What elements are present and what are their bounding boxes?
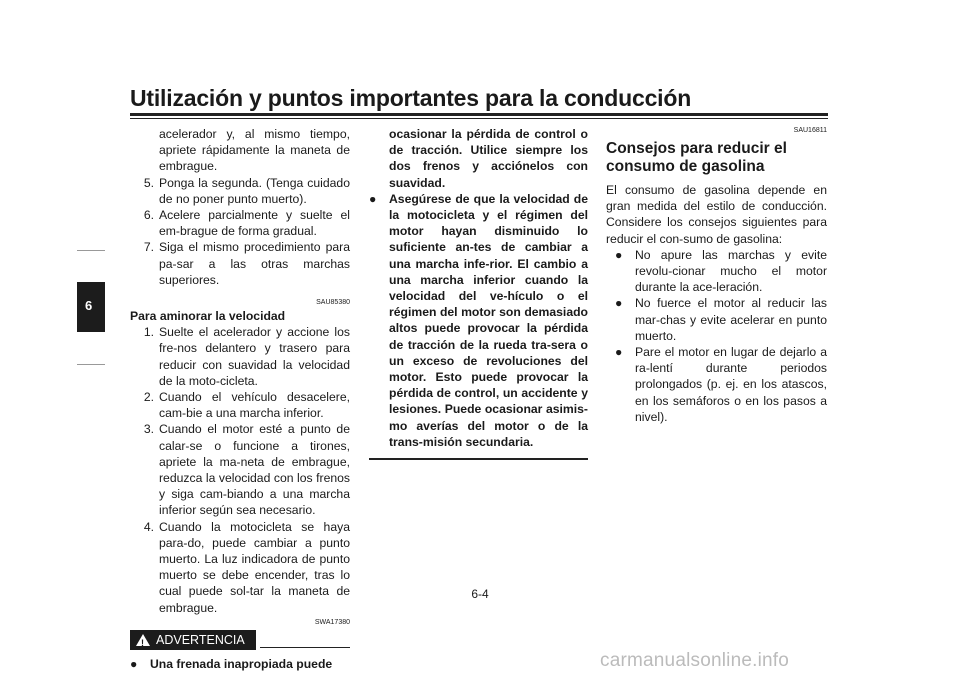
warning-bullet: ● Una frenada inapropiada puede [130, 656, 333, 671]
paragraph: acelerador y, al mismo tiempo, apriete rápidamente la maneta de embrague. [159, 127, 350, 174]
bullet-icon: ● [369, 191, 377, 206]
warning-continuation: ocasionar la pérdida de control o de tracción. Utilice siempre los dos frenos y acciónelos con suavidad. [389, 127, 588, 190]
paragraph: El consumo de gasolina depende en gran medida del estilo de conducción. Considere los consejos siguientes para reducir el con-sumo de gasolina: [606, 183, 827, 246]
chapter-divider-bottom [77, 364, 105, 365]
bullet-icon: ● [615, 247, 623, 262]
section-code: SAU85380 [316, 299, 350, 307]
watermark: carmanualsonline.info [600, 650, 790, 671]
list-item: ● No apure las marchas y evite revolu-cionar mucho el motor durante la ace-leración. [615, 247, 827, 295]
list-item: 7. Siga el mismo procedimiento para pa-sar a las otras marchas superiores. [143, 240, 350, 287]
list-item: 1. Suelte el acelerador y accione los fre-nos delantero y trasero para reducir con suavidad la velocidad de la moto-cicleta. [143, 325, 350, 388]
page-number: 6-4 [471, 587, 489, 601]
warning-end-rule [369, 458, 588, 460]
list-item: 4. Cuando la motocicleta se haya para-do, puede cambiar a punto muerto. La luz indicadora de punto muerto se debe encender, tras lo cual puede sol-tar la maneta de embrague. [143, 519, 350, 615]
page-header [130, 84, 828, 112]
list-item: ● No fuerce el motor al reducir las mar-chas y evite acelerar en punto muerto. [615, 296, 827, 343]
header-rule-thin [130, 118, 828, 119]
warning-rule [260, 647, 350, 648]
chapter-number: 6 [85, 298, 93, 313]
header-rule-thick [130, 113, 828, 116]
list-item: 3. Cuando el motor esté a punto de calar-se o funcione a tirones, apriete la ma-neta de embrague, reduzca la velocidad con los frenos y siga cam-biando a una marcha inferior según sea necesario. [143, 422, 350, 518]
warning-label: ADVERTENCIA [156, 632, 245, 647]
column-3 [606, 126, 827, 425]
page-title: Utilización y puntos importantes para la conducción [130, 85, 692, 111]
bullet-icon: ● [615, 345, 623, 360]
list-item: 5. Ponga la segunda. (Tenga cuidado de no poner punto muerto). [143, 175, 350, 206]
section-heading: Para aminorar la velocidad [130, 309, 286, 324]
list-item: 2. Cuando el vehículo desacelere, cam-bie a una marcha inferior. [143, 390, 350, 421]
warning-code: SWA17380 [314, 618, 350, 626]
warning-bullet: ● Asegúrese de que la velocidad de la motocicleta y el régimen del motor hayan disminuido lo suficiente an-tes de cambiar a una marcha infe-rior. El cambio a una marcha inferior cuando la velocidad del ve-hículo o el régimen del motor son demasiado altos puede provocar la pérdida de tracción de la rueda tra-sera o un exceso de revoluciones del motor. Esto puede provocar la pérdida de control, un accidente y lesiones. Puede ocasionar asimis-mo averías del motor o de la trans-misión secundaria. [369, 191, 588, 449]
warning-triangle-icon [136, 634, 150, 646]
list-item: 6. Acelere parcialmente y suelte el em-brague de forma gradual. [143, 208, 350, 239]
section-code: SAU16811 [793, 127, 827, 134]
bullet-icon: ● [130, 656, 138, 671]
bullet-icon: ● [615, 296, 623, 311]
list-item: ● Pare el motor en lugar de dejarlo a ra-lentí durante periodos prolongados (p. ej. en los atascos, en los semáforos o en los pasos a nivel). [615, 345, 827, 424]
warning-badge [130, 630, 256, 650]
section-title: Consejos para reducir el consumo de gasolina [606, 140, 787, 175]
chapter-divider-top [77, 250, 105, 251]
column-2 [369, 126, 588, 460]
warning-header [130, 630, 350, 656]
